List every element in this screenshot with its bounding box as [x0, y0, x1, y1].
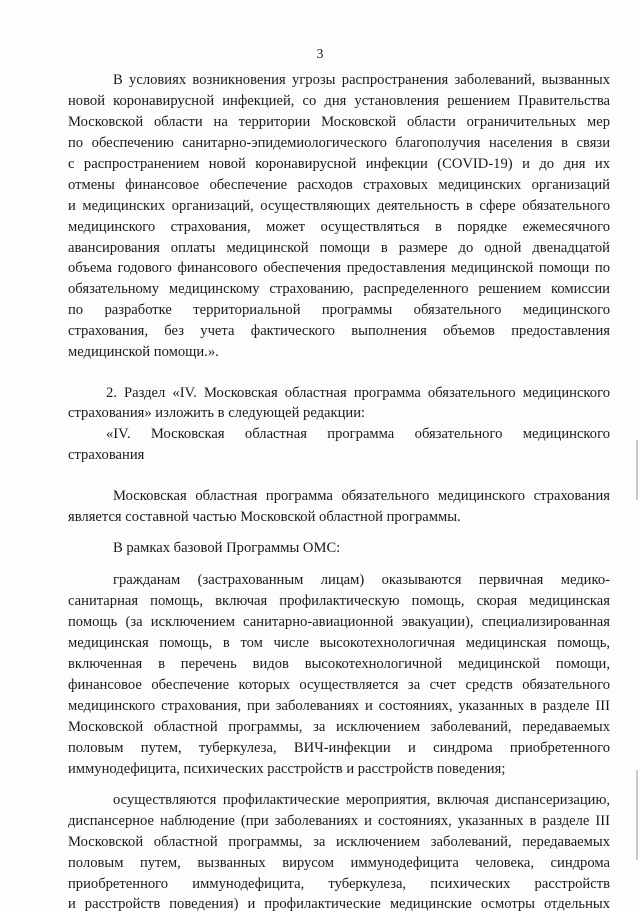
- paragraph-line: авансирования оплаты медицинской помощи в размере до одной двенадцатой: [68, 240, 610, 256]
- paragraph-line: обязательному медицинскому страхованию, распределенного решением комиссии: [68, 281, 610, 297]
- paragraph-line: страхования» изложить в следующей редакции:: [68, 405, 366, 421]
- paragraph-line: осуществляются профилактические мероприятия, включая диспансеризацию,: [113, 792, 610, 808]
- paragraph-line: с распространением новой коронавирусной инфекции (COVID-19) и до дня их: [68, 156, 610, 172]
- paragraph-line: диспансерное наблюдение (при заболеваниях и состояниях, указанных в разделе III: [68, 813, 610, 829]
- paragraph-line: по разработке территориальной программы обязательного медицинского: [68, 302, 610, 318]
- paragraph-line: объема годового финансового обеспечения предоставления медицинской помощи по: [68, 260, 610, 276]
- paragraph-line: половым путем, туберкулеза, ВИЧ-инфекции и синдрома приобретенного: [68, 740, 610, 756]
- paragraph-line: медицинской помощи.».: [68, 344, 219, 360]
- paragraph-line: Московской области на территории Московской области ограничительных мер: [68, 114, 610, 130]
- paragraph-line: медицинского страхования, при заболеваниях и состояниях, указанных в разделе III: [68, 698, 610, 714]
- paragraph-line: приобретенного иммунодефицита, туберкулеза, психических расстройств: [68, 876, 610, 892]
- paragraph-line: 2. Раздел «IV. Московская областная программа обязательного медицинского: [106, 385, 610, 401]
- paragraph-line: помощь (за исключением санитарно-авиационной эвакуации), специализированная: [68, 614, 610, 630]
- paragraph-line: санитарная помощь, включая профилактическую помощь, скорая медицинская: [68, 593, 610, 609]
- paragraph-line: и медицинских организаций, осуществляющих деятельность в сфере обязательного: [68, 198, 610, 214]
- scan-edge-mark: [636, 440, 638, 500]
- paragraph-line: страхования, без учета фактического выполнения объемов предоставления: [68, 323, 610, 339]
- section-heading-line: «IV. Московская областная программа обязательного медицинского: [106, 426, 610, 442]
- paragraph-line: медицинская помощь, в том числе высокотехнологичная медицинская помощь,: [68, 635, 610, 651]
- paragraph-line: по обеспечению санитарно-эпидемиологического благополучия населения в связи: [68, 135, 610, 151]
- paragraph-line: новой коронавирусной инфекцией, со дня установления решением Правительства: [68, 93, 610, 109]
- paragraph-line: и расстройств поведения) и профилактические медицинские осмотры отдельных: [68, 896, 610, 912]
- paragraph-line: включенная в перечень видов высокотехнологичной медицинской помощи,: [68, 656, 610, 672]
- paragraph-line: В рамках базовой Программы ОМС:: [113, 540, 341, 556]
- paragraph-line: половым путем, вызванных вирусом иммунодефицита человека, синдрома: [68, 855, 610, 871]
- paragraph-line: медицинского страхования, может осуществляться в порядке ежемесячного: [68, 219, 610, 235]
- paragraph-line: иммунодефицита, психических расстройств и расстройств поведения;: [68, 761, 506, 777]
- paragraph-line: финансовое обеспечение которых осуществляется за счет средств обязательного: [68, 677, 610, 693]
- paragraph-line: Московская областная программа обязательного медицинского страхования: [113, 488, 610, 504]
- paragraph-line: является составной частью Московской областной программы.: [68, 509, 461, 525]
- paragraph-line: Московской областной программы, за исключением заболеваний, передаваемых: [68, 834, 610, 850]
- section-heading-line: страхования: [68, 447, 145, 463]
- page-number: 3: [316, 47, 324, 62]
- paragraph-line: отмены финансовое обеспечение расходов страховых медицинских организаций: [68, 177, 610, 193]
- scan-edge-mark: [636, 770, 638, 860]
- paragraph-line: гражданам (застрахованным лицам) оказываются первичная медико-: [113, 572, 610, 588]
- paragraph-line: Московской областной программы, за исключением заболеваний, передаваемых: [68, 719, 610, 735]
- paragraph-line: В условиях возникновения угрозы распространения заболеваний, вызванных: [113, 72, 610, 88]
